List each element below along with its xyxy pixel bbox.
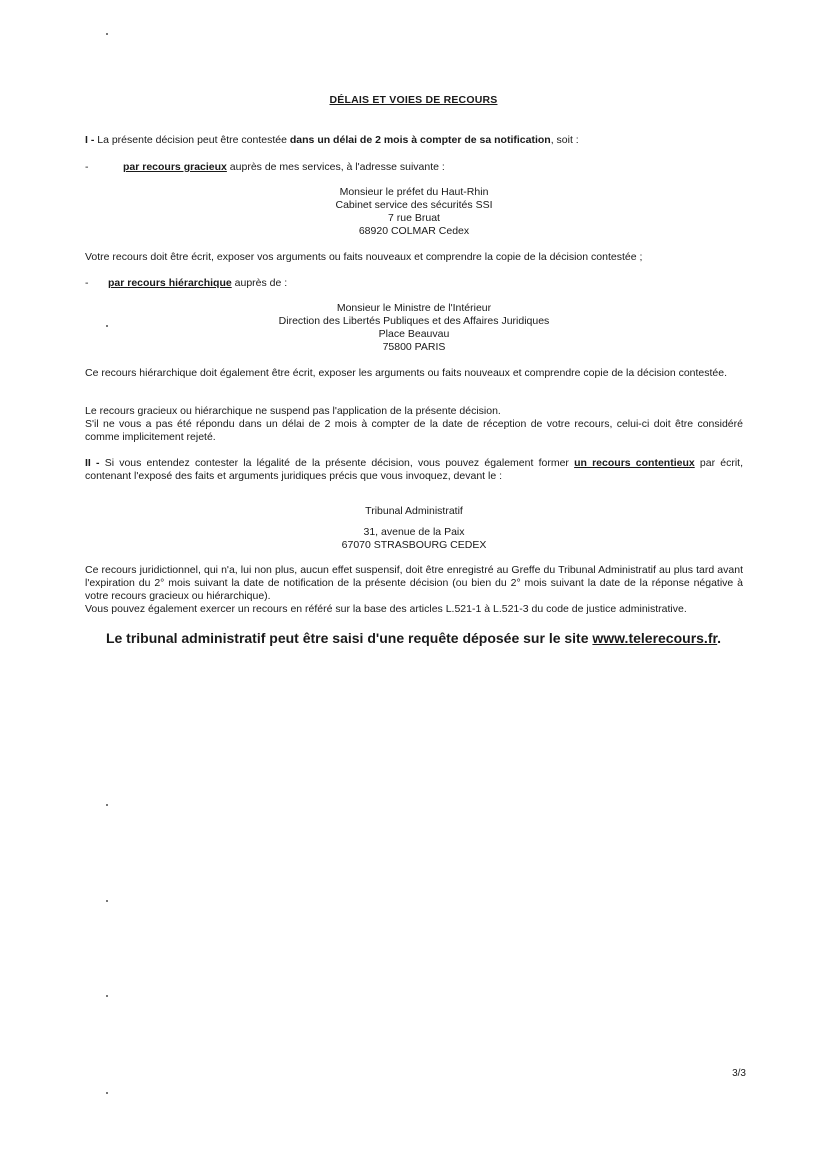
address-line: 7 rue Bruat [388, 212, 440, 224]
page-title: DÉLAIS ET VOIES DE RECOURS [329, 94, 498, 106]
tribunal-name: Tribunal Administratif [365, 505, 463, 517]
section-2-intro [85, 457, 743, 483]
scan-mark [106, 900, 108, 902]
recours-hierarchique-tail: auprès de : [231, 277, 288, 289]
recours-gracieux-note: Votre recours doit être écrit, exposer vos arguments ou faits nouveaux et comprendre la copie de la décision contestée ; [85, 251, 643, 263]
recours-gracieux-tail: auprès de mes services, à l'adresse suivante : [226, 161, 445, 173]
bullet-dash: - [85, 161, 89, 173]
telerecours-statement [0, 629, 827, 647]
recours-contentieux-label: un recours contentieux [574, 457, 695, 469]
section-1-number: I - [85, 134, 98, 146]
prefet-address [85, 186, 743, 238]
tribunal-address [85, 526, 743, 552]
address-line: Cabinet service des sécurités SSI [335, 199, 493, 211]
section-1-tail: , soit : [550, 134, 579, 146]
address-line: Monsieur le Ministre de l'Intérieur [336, 302, 492, 314]
scan-mark [106, 33, 108, 35]
address-line: 75800 PARIS [382, 341, 446, 353]
refere-note: Vous pouvez également exercer un recours en référé sur la base des articles L.521-1 à L.521-3 du code de justice administrative. [85, 603, 687, 615]
recours-hierarchique-note: Ce recours hiérarchique doit également être écrit, exposer les arguments ou faits nouveaux et comprendre copie de la décision contestée. [85, 367, 728, 379]
scan-mark [106, 804, 108, 806]
section-1-deadline: dans un délai de 2 mois à compter de sa notification [289, 134, 551, 146]
section-2-text: Si vous entendez contester la légalité de la présente décision, vous pouvez également former [104, 457, 575, 469]
scan-mark [106, 995, 108, 997]
implicit-rejection-note: S'il ne vous a pas été répondu dans un délai de 2 mois à compter de la date de réception de votre recours, celui-ci doit être considéré comme implicitement rejeté. [85, 418, 743, 443]
telerecours-link[interactable]: www.telerecours.fr [592, 630, 718, 646]
section-1-text: La présente décision peut être contestée [97, 134, 290, 146]
ministre-address [85, 302, 743, 354]
address-line: Place Beauvau [378, 328, 450, 340]
recours-gracieux-label: par recours gracieux [123, 161, 227, 173]
recours-juridictionnel-note: Ce recours juridictionnel, qui n'a, lui non plus, aucun effet suspensif, doit être enregistré au Greffe du Tribunal Administratif au plus tard avant l'expiration du 2° mois suivant la date de notification de la présente décision (ou bien du 2° mois suivant la date de la réponse négative à votre recours gracieux ou hiérarchique). [85, 564, 743, 602]
recours-hierarchique-line [108, 277, 743, 290]
address-line: 67070 STRASBOURG CEDEX [341, 539, 487, 551]
telerecours-tail: . [717, 630, 722, 646]
recours-hierarchique-label: par recours hiérarchique [108, 277, 232, 289]
section-1-intro [85, 134, 743, 147]
address-line: 31, avenue de la Paix [363, 526, 465, 538]
telerecours-text: Le tribunal administratif peut être saisi d'une requête déposée sur le site [105, 630, 593, 646]
address-line: Direction des Libertés Publiques et des Affaires Juridiques [278, 315, 550, 327]
address-line: 68920 COLMAR Cedex [358, 225, 470, 237]
non-suspensive-note: Le recours gracieux ou hiérarchique ne suspend pas l'application de la présente décision. [85, 405, 501, 417]
scan-mark [106, 1092, 108, 1094]
address-line: Monsieur le préfet du Haut-Rhin [339, 186, 489, 198]
section-2-tail: par écrit, contenant l'exposé des faits et arguments juridiques précis que vous invoquez, devant le : [85, 457, 744, 482]
bullet-dash: - [85, 277, 89, 289]
recours-gracieux-line [123, 161, 743, 174]
page-number: 3/3 [732, 1068, 746, 1079]
section-2-number: II - [85, 457, 105, 469]
